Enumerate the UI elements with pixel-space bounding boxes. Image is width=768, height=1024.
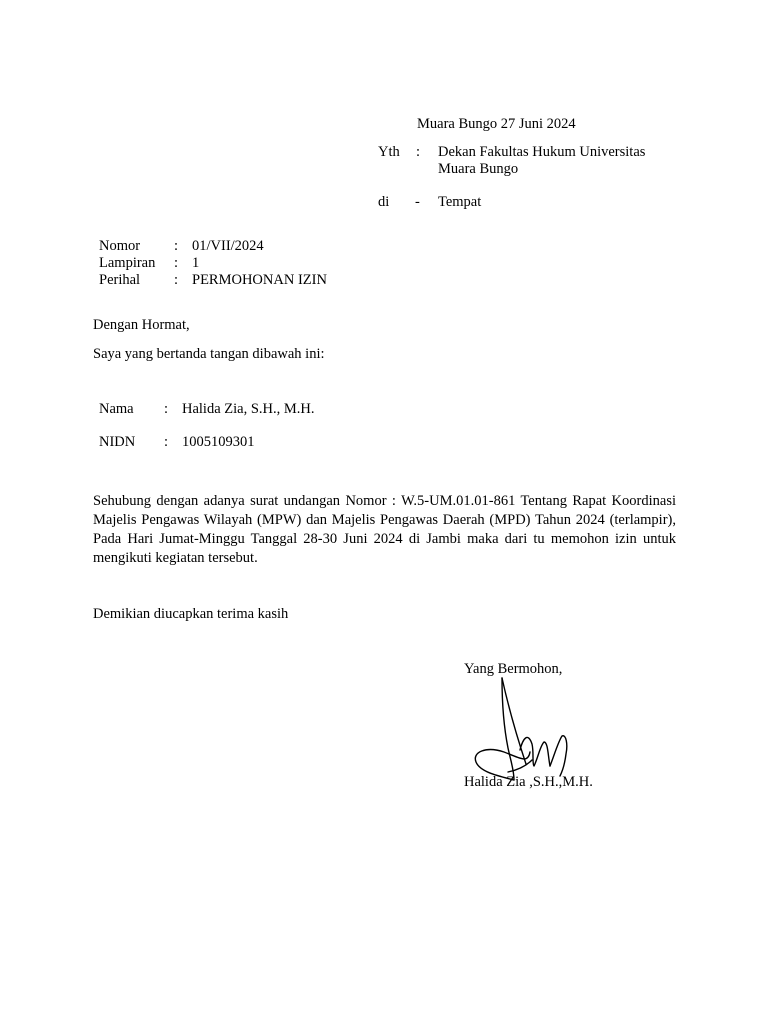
place-date: Muara Bungo 27 Juni 2024 xyxy=(417,116,576,132)
nomor-label: Nomor xyxy=(99,238,141,254)
greeting: Dengan Hormat, xyxy=(93,317,190,333)
nidn-label: NIDN xyxy=(99,434,136,450)
nama-separator: : xyxy=(164,401,169,417)
recipient-line-1: Dekan Fakultas Hukum Universitas xyxy=(438,144,646,160)
intro-text: Saya yang bertanda tangan dibawah ini: xyxy=(93,346,325,362)
signoff-label: Yang Bermohon, xyxy=(464,661,563,677)
lampiran-value: 1 xyxy=(192,255,200,271)
yth-label: Yth xyxy=(378,144,400,160)
nomor-value: 01/VII/2024 xyxy=(192,238,264,254)
main-paragraph: Sehubung dengan adanya surat undangan Nomor : W.5-UM.01.01-861 Tentang Rapat Koordinasi Majelis Pengawas Wilayah (MPW) dan Majelis Pengawas Daerah (MPD) Tahun 2024 (terlampir), Pada Hari Jumat-Minggu Tanggal 28-30 Juni 2024 di Jambi maka dari tu memohon izin untuk mengikuti kegiatan tersebut. xyxy=(93,493,676,566)
perihal-value: PERMOHONAN IZIN xyxy=(192,272,327,288)
perihal-label: Perihal xyxy=(99,272,141,288)
nomor-separator: : xyxy=(174,238,179,254)
perihal-separator: : xyxy=(174,272,179,288)
lampiran-separator: : xyxy=(174,255,179,271)
nidn-value: 1005109301 xyxy=(182,434,255,450)
di-label: di xyxy=(378,194,390,210)
di-separator: - xyxy=(415,194,420,210)
signature-image xyxy=(468,672,586,788)
nama-value: Halida Zia, S.H., M.H. xyxy=(182,401,315,417)
closing-text: Demikian diucapkan terima kasih xyxy=(93,606,289,622)
di-value: Tempat xyxy=(438,194,482,210)
nama-label: Nama xyxy=(99,401,134,417)
yth-separator: : xyxy=(416,144,421,160)
nidn-separator: : xyxy=(164,434,169,450)
signoff-name: Halida Zia ,S.H.,M.H. xyxy=(464,774,593,790)
recipient-line-2: Muara Bungo xyxy=(438,161,519,177)
lampiran-label: Lampiran xyxy=(99,255,156,271)
